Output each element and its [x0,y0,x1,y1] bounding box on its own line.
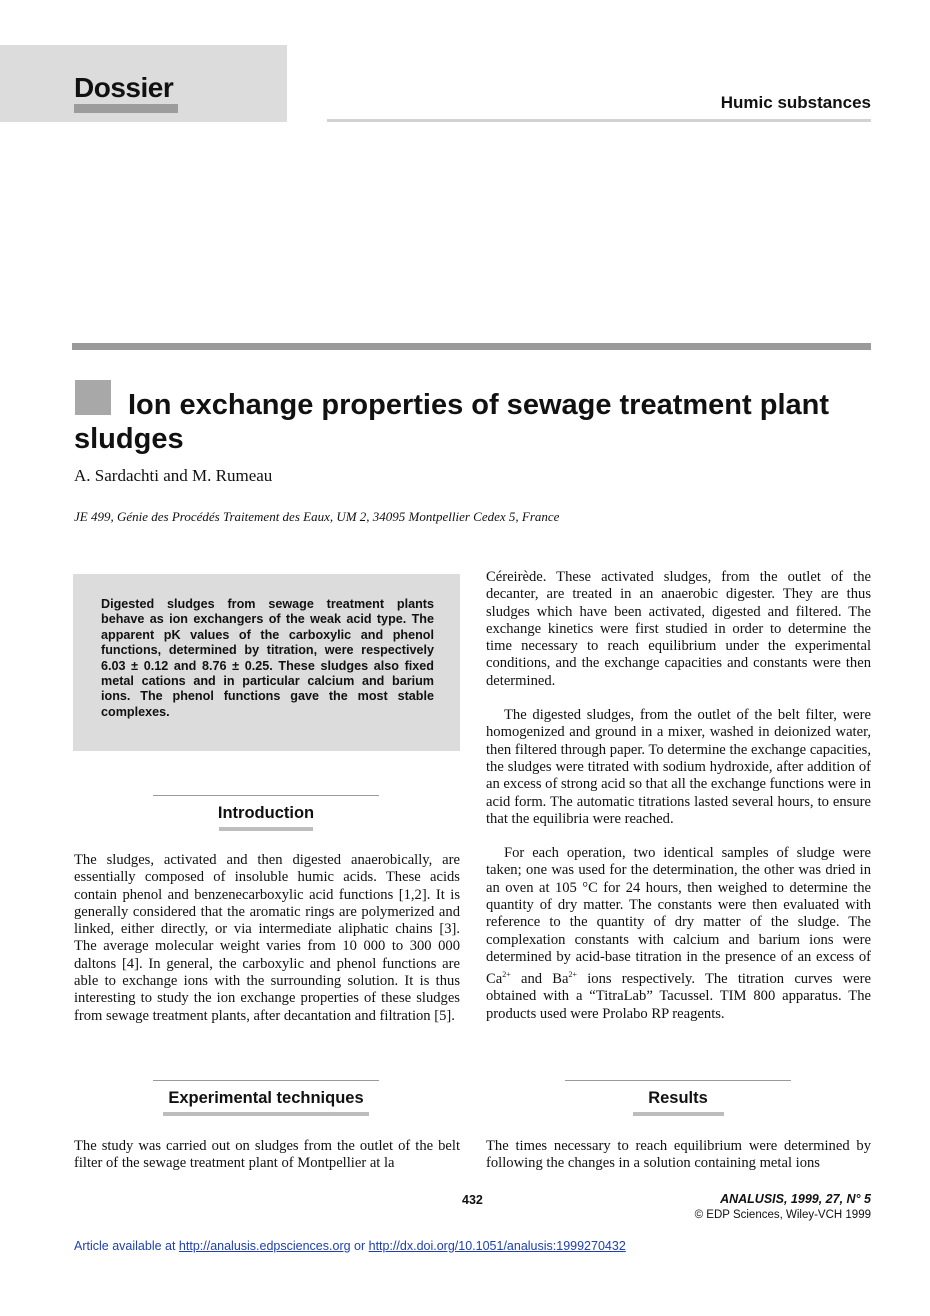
title-rule [72,343,871,350]
doi-link[interactable]: http://dx.doi.org/10.1051/analusis:1999270432 [368,1239,626,1253]
paragraph-3-part-b: and Ba [510,971,569,988]
availability-or: or [350,1239,369,1253]
experimental-underline [163,1112,369,1116]
results-heading: Results [648,1089,708,1107]
article-title: Ion exchange properties of sewage treatment plant sludges [74,389,829,455]
topic-label: Humic substances [720,93,871,112]
right-column-text [486,569,871,1023]
introduction-text [74,852,460,1025]
page-number: 432 [462,1193,483,1207]
journal-citation: ANALUSIS, 1999, 27, N° 5 [720,1192,871,1206]
experimental-heading: Experimental techniques [168,1089,364,1107]
results-rule [565,1080,791,1081]
section-label: Dossier [74,72,174,103]
calcium-charge: 2+ [502,970,511,980]
availability-prefix: Article available at [74,1239,179,1253]
journal-link[interactable]: http://analusis.edpsciences.org [178,1239,351,1253]
introduction-underline [219,827,313,831]
results-paragraph: The times necessary to reach equilibrium were determined by following the changes in a solution containing metal ions [486,1138,871,1172]
experimental-rule [153,1080,379,1081]
introduction-rule [153,795,379,796]
topic-rule [327,119,871,122]
authors: A. Sardachti and M. Rumeau [74,466,273,485]
paragraph-3-part-c: ions respectively. The titration curves were obtained with a “TitraLab” Tacussel. TIM 800 apparatus. The products used were Prolabo RP reagents. [486,971,871,1022]
section-underline [74,104,178,113]
experimental-text [74,1138,460,1173]
experimental-paragraph: The study was carried out on sludges from the outlet of the belt filter of the sewage treatment plant of Montpellier at la [74,1138,460,1172]
paragraph-3-part-a: For each operation, two identical samples of sludge were taken; one was used for the determination, the other was dried in an oven at 105 °C for 24 hours, then weighed to determine the quantity of dry matter. The constants were then evaluated with reference to the quantity of dry matter of the sludge. The complexation constants with calcium and barium ions were determined by acid-base titration in the presence of an excess of Ca [486,845,871,988]
results-text [486,1138,871,1173]
right-paragraph-1: Céreirède. These activated sludges, from the outlet of the decanter, are treated in an anaerobic digester. They are thus sludges which have been activated, digested and filtered. The exchange kinetics were first studied in order to determine the time necessary to reach equilibrium under the experimental conditions, and the exchange capacities and constants were then determined. [486,569,871,689]
right-paragraph-3 [486,845,871,1023]
right-paragraph-2: The digested sludges, from the outlet of the belt filter, were homogenized and ground in a mixer, washed in deionized water, then filtered through paper. To determine the exchange capacities, the sludges were titrated with sodium hydroxide, after addition of an excess of strong acid so that all the exchange functions were in acid form. The automatic titrations lasted several hours, to ensure that the equilibria were reached. [486,707,871,827]
barium-charge: 2+ [568,970,577,980]
introduction-heading: Introduction [217,804,315,822]
abstract-text: Digested sludges from sewage treatment plants behave as ion exchangers of the weak acid type. The apparent pK values of the carboxylic and phenol functions, determined by titration, were respectively 6.03 ± 0.12 and 8.76 ± 0.25. These sludges also fixed metal cations and in particular calcium and barium ions. The phenol functions gave the most stable complexes. [101,597,434,719]
introduction-paragraph: The sludges, activated and then digested anaerobically, are essentially composed of insoluble humic acids. These acids contain phenol and benzenecarboxylic acid functions [1,2]. It is generally considered that the aromatic rings are polymerized and linked, either directly, or via intermediate aliphatic chains [3]. The average molecular weight varies from 10 000 to 300 000 daltons [4]. In general, the carboxylic and phenol functions are able to exchange ions with the surrounding solution. It is thus interesting to study the ion exchange properties of these sludges from sewage treatment plants, after decantation and filtration [5]. [74,852,460,1024]
copyright: © EDP Sciences, Wiley-VCH 1999 [694,1209,871,1221]
results-underline [633,1112,724,1116]
affiliation: JE 499, Génie des Procédés Traitement des Eaux, UM 2, 34095 Montpellier Cedex 5, France [74,509,560,524]
availability-line [74,1239,626,1253]
